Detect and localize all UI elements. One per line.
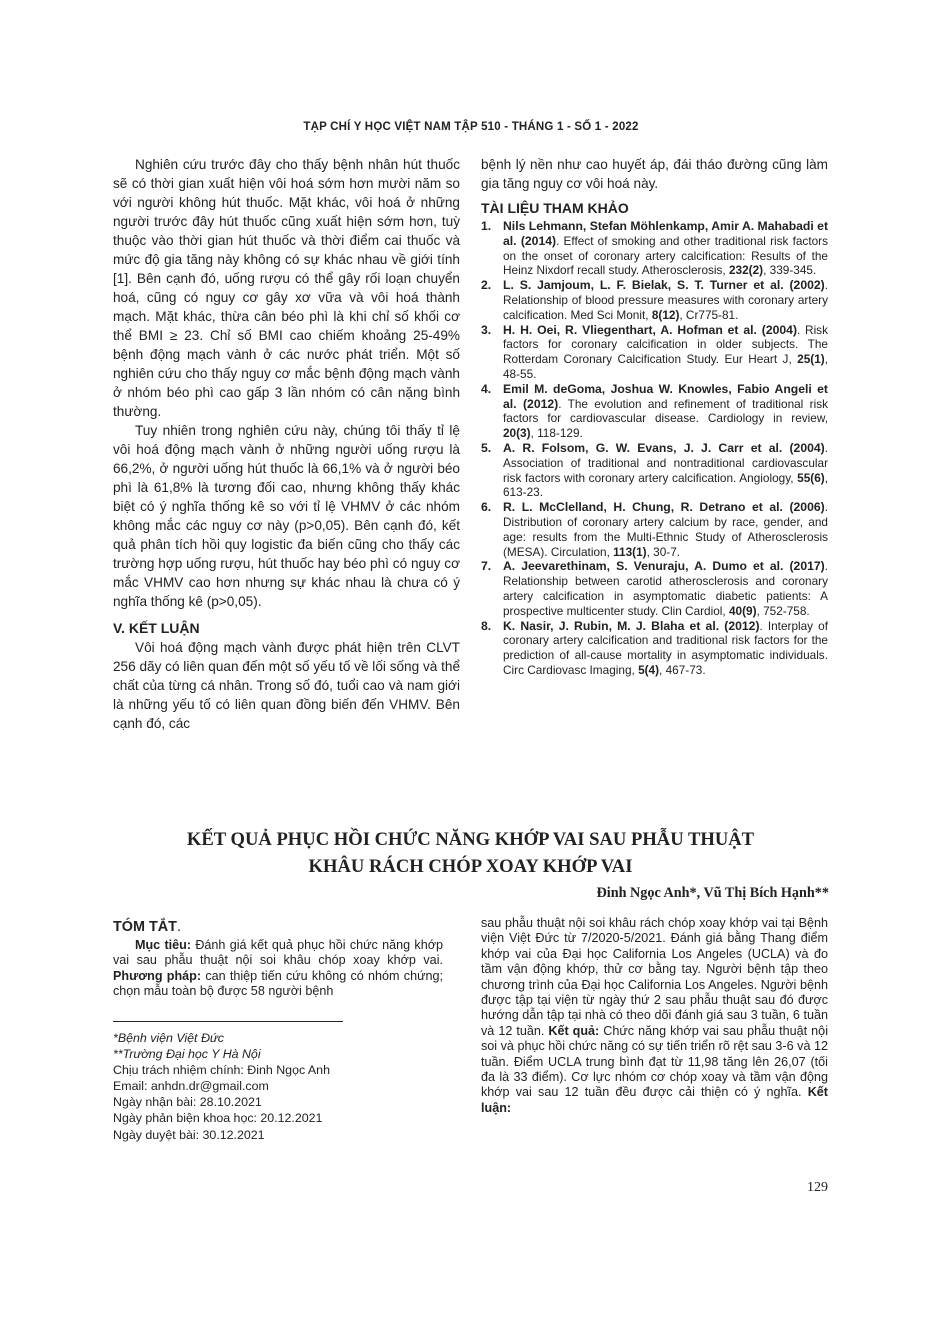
footnotes [113,1030,443,1143]
reference-text: . Association of traditional and nontraditional cardiovascular risk factors with coronary artery calcification. Angiology, [503,440,828,485]
reference-volume: 25(1) [797,352,825,367]
article-title-line: KẾT QUẢ PHỤC HỒI CHỨC NĂNG KHỚP VAI SAU PHẪU THUẬT [186,829,755,850]
review-date: Ngày phản biện khoa học: 20.12.2021 [113,1111,323,1126]
abstract-heading-text: TÓM TẮT [113,919,177,935]
result-label: Kết quả: [548,1023,600,1038]
reference-number: 4. [481,381,492,396]
abstract-heading-suffix: . [176,919,181,935]
reference-item [481,619,828,678]
contact-email: Email: anhdn.dr@gmail.com [113,1079,269,1094]
reference-number: 6. [481,500,492,515]
reference-pages: , 752-758. [756,603,810,618]
references-heading: TÀI LIỆU THAM KHẢO [481,200,629,216]
reference-list [481,219,828,678]
paragraph: Nghiên cứu trước đây cho thấy bệnh nhân hút thuốc sẽ có thời gian xuất hiện vôi hoá sớm hơn mười năm so với người không hút thuốc. Mặt khác, vôi hoá ở những người trước đây hút thuốc cũng xuất hiện sớm hơn, tuỳ thuộc vào thời gian hút thuốc và thời điểm cai thuốc và mức độ gia tăng này không có sự khác nhau về giới tính [1]. Bên cạnh đó, uống rượu có thể gây rối loạn chuyển hoá, cũng có nguy cơ gây xơ vữa và vôi hoá thành mạch. Mặt khác, thừa cân béo phì là khi chỉ số khối cơ thể BMI ≥ 23. Chỉ số BMI cao chiếm khoảng 25-49% bệnh động mạch vành ở các nước phát triển. Một số nghiên cứu cho thấy nguy cơ mắc bệnh động mạch vành ở nhóm béo phì cao gấp 3 lần nhóm có cân nặng bình thường. [113,157,460,419]
reference-authors: L. S. Jamjoum, L. F. Bielak, S. T. Turner et al. (2002) [503,278,825,293]
reference-volume: 20(3) [503,426,531,441]
reference-authors: A. Jeevarethinam, S. Venuraju, A. Dumo et al. (2017) [503,559,825,574]
reference-number: 7. [481,559,492,574]
method-text: can thiệp tiến cứu không có nhóm chứng; chọn mẫu toàn bộ được 58 người bệnh [113,968,444,999]
reference-item [481,323,828,382]
reference-text: . Relationship between carotid atherosclerosis and coronary artery calcification in asymptomatic diabetic patients: A prospective multicenter study. Clin Cardiol, [503,559,828,618]
abstract-paragraph [113,938,443,1000]
abstract-right [481,916,828,1116]
reference-text: . Relationship of blood pressure measures with coronary artery calcification. Med Sci Monit, [503,278,828,322]
reference-number: 3. [481,322,492,337]
abstract-left [113,916,443,1000]
objective-label: Mục tiêu: [135,938,192,952]
abstract-heading [113,916,443,938]
section-heading: V. KẾT LUẬN [113,620,200,636]
reference-pages: , 30-7. [646,544,681,559]
reference-number: 1. [481,219,492,233]
reference-item [481,278,828,322]
reference-pages: , 48-55. [503,352,828,381]
objective-text: Đánh giá kết quả phục hồi chức năng khớp vai sau phẫu thuật nội soi khâu chóp xoay khớp vai. [113,938,443,968]
reference-authors: R. L. McClelland, H. Chung, R. Detrano et al. (2006) [503,500,825,515]
affiliation: *Bệnh viện Việt Đức [113,1031,224,1045]
reference-volume: 5(4) [638,662,660,677]
reference-number: 5. [481,440,492,455]
article-authors: Đinh Ngọc Anh*, Vũ Thị Bích Hạnh** [596,885,829,901]
conclusion-paragraph: Vôi hoá động mạch vành được phát hiện trên CLVT 256 dãy có liên quan đến một số yếu tố về lối sống và thể chất của từng cá nhân. Trong số đó, tuổi cao và nam giới là những yếu tố có liên quan đồng biến đến VHMV. Bên cạnh đó, các [113,640,460,731]
responsible-author: Chịu trách nhiệm chính: Đinh Ngọc Anh [113,1063,330,1078]
reference-volume: 8(12) [651,307,680,322]
reference-authors: K. Nasir, J. Rubin, M. J. Blaha et al. (2012) [503,618,760,633]
reference-text: . Distribution of coronary artery calcium by race, gender, and age: results from the Multi-Ethnic Study of Atherosclerosis (MESA). Circulation, [503,500,828,559]
reference-item [481,441,828,500]
reference-pages: , 339-345. [763,263,817,278]
reference-pages: , 467-73. [659,662,706,677]
reference-text: . Interplay of coronary artery calcification and traditional risk factors for the prediction of all-cause mortality in asymptomatic individuals. Circ Cardiovasc Imaging, [503,618,828,677]
reference-authors: Emil M. deGoma, Joshua W. Knowles, Fabio Angeli et al. (2012) [503,381,828,411]
conclusion-label: Kết luận: [481,1085,828,1115]
method-label: Phương pháp: [113,968,202,983]
right-column [481,155,828,678]
result-text: Chức năng khớp vai sau phẫu thuật nội soi và phục hồi chức năng có sự tiến triển rõ rệt sau 3-6 và 12 tuần. Điểm UCLA trung bình đạt từ 11,98 tăng lên 26,07 (tối đa là 33 điểm). Cơ lực nhóm cơ chóp xoay và tầm vận động khớp vai sau 12 tuần đều được cải thiện có ý nghĩa. [481,1023,828,1100]
page-number: 129 [807,1180,828,1195]
reference-volume: 113(1) [613,544,647,559]
accepted-date: Ngày duyệt bài: 30.12.2021 [113,1127,265,1142]
reference-volume: 55(6) [797,470,825,485]
reference-pages: , 118-129. [530,426,583,441]
reference-text: . The evolution and refinement of traditional risk factors for cardiovascular disease. Cardiology in review, [503,396,828,426]
reference-volume: 232(2) [728,263,764,278]
abstract-paragraph [481,916,828,1116]
reference-text: . Effect of smoking and other traditional risk factors on the onset of coronary artery calcification: Results of the Heinz Nixdorf recall study. Atherosclerosis, [503,233,828,278]
reference-pages: , 613-23. [503,470,828,500]
reference-item [481,559,828,618]
reference-pages: , Cr775-81. [679,307,739,322]
abstract-text: sau phẫu thuật nội soi khâu rách chóp xoay khớp vai tại Bệnh viện Việt Đức từ 7/2020-5/2021. Đánh giá bằng Thang điểm khớp vai của Đại học California Los Angeles (UCLA) và đo tầm vận động khớp, thử cơ bằng tay. Người bệnh tập theo chương trình của Đại học California Los Angeles. Người bệnh được tập tại viện từ ngày thứ 2 sau phẫu thuật sau đó được hướng dẫn tập tại nhà có theo dõi đánh giá sau 3 tuần, 6 tuần và 12 tuần. [481,916,828,1038]
reference-number: 8. [481,618,492,633]
paragraph: Tuy nhiên trong nghiên cứu này, chúng tôi thấy tỉ lệ vôi hoá động mạch vành ở những người uống rượu là 66,2%, ở người uống hút thuốc là 66,1% và ở người béo phì là 61,8% là tương đối cao, nhưng không thấy khác biệt có ý nghĩa thống kê so với tỉ lệ VHMV ở các nhóm không mắc các nguy cơ này (p>0,05). Bên cạnh đó, kết quả phân tích hồi quy logistic đa biến cũng cho thấy các trường hợp uống rượu, hút thuốc hay béo phì có nguy cơ mắc VHMV cao hơn nhưng sự khác nhau là chưa có ý nghĩa thống kê (p>0,05). [113,423,460,609]
affiliation: **Trường Đại học Y Hà Nội [113,1047,261,1062]
reference-item [481,382,828,441]
continued-paragraph: bệnh lý nền như cao huyết áp, đái tháo đường cũng làm gia tăng nguy cơ vôi hoá này. [481,157,828,191]
article-title-line: KHÂU RÁCH CHÓP XOAY KHỚP VAI [308,856,633,877]
left-column [113,155,460,733]
reference-authors: Nils Lehmann, Stefan Möhlenkamp, Amir A. Mahabadi et al. (2014) [503,219,828,248]
footnote-divider [113,1021,343,1022]
reference-item [481,500,828,559]
reference-text: . Risk factors for coronary calcification in older subjects. The Rotterdam Coronary Calcification Study. Eur Heart J, [503,322,828,367]
reference-authors: A. R. Folsom, G. W. Evans, J. J. Carr et al. (2004) [503,440,825,455]
reference-item [481,219,828,278]
reference-volume: 40(9) [728,603,757,618]
received-date: Ngày nhận bài: 28.10.2021 [113,1095,262,1110]
article-title [113,826,828,880]
journal-header: TẠP CHÍ Y HỌC VIỆT NAM TẬP 510 - THÁNG 1 - SỐ 1 - 2022 [303,121,639,133]
reference-authors: H. H. Oei, R. Vliegenthart, A. Hofman et al. (2004) [503,322,797,337]
reference-number: 2. [481,278,492,293]
